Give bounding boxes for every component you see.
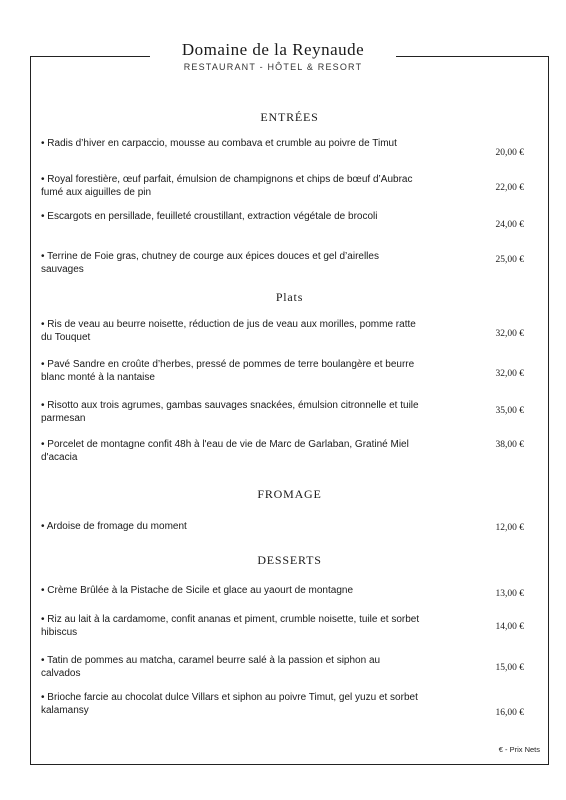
menu-item-2: • Royal forestière, œuf parfait, émulsion de champignons et chips de bœuf d’Aubrac fumé aux aiguilles de pin: [41, 174, 413, 198]
menu-item-6-price: 32,00 €: [495, 369, 524, 379]
menu-item-11: • Riz au lait à la cardamome, confit ananas et piment, crumble noisette, tuile et sorbet hibiscus: [41, 614, 420, 638]
menu-item-10-price: 13,00 €: [495, 589, 524, 599]
menu-item-3: • Escargots en persillade, feuilleté croustillant, extraction végétale de brocoli: [41, 211, 378, 222]
menu-item-1: • Radis d’hiver en carpaccio, mousse au combava et crumble au poivre de Timut: [41, 138, 397, 149]
menu-item-5: • Ris de veau au beurre noisette, réduction de jus de veau aux morilles, pomme ratte du Touquet: [41, 319, 416, 343]
menu-item-4: • Terrine de Foie gras, chutney de courge aux épices douces et gel d’airelles sauvages: [41, 251, 379, 275]
brand-title: Domaine de la Reynaude: [181, 40, 365, 59]
menu-item-4-price: 25,00 €: [495, 255, 524, 265]
menu-item-6: • Pavé Sandre en croûte d’herbes, pressé de pommes de terre boulangère et beurre blanc monté à la nantaise: [41, 359, 415, 383]
section-title-fromage: FROMAGE: [257, 487, 322, 501]
section-title-plats: Plats: [275, 290, 304, 304]
menu-item-11-price: 14,00 €: [495, 622, 524, 632]
menu-item-9-price: 12,00 €: [495, 523, 524, 533]
menu-item-12-price: 15,00 €: [495, 663, 524, 673]
menu-item-10: • Crème Brûlée à la Pistache de Sicile et glace au yaourt de montagne: [41, 585, 354, 596]
menu-item-8: • Porcelet de montagne confit 48h à l'eau de vie de Marc de Garlaban, Gratiné Miel d'acacia: [41, 439, 409, 463]
section-title-entrees: ENTRÉES: [260, 110, 319, 124]
menu-item-5-price: 32,00 €: [495, 329, 524, 339]
menu-item-1-price: 20,00 €: [495, 148, 524, 158]
price-note: € - Prix Nets: [498, 745, 540, 754]
menu-item-7: • Risotto aux trois agrumes, gambas sauvages snackées, émulsion citronnelle et tuile parmesan: [41, 400, 419, 424]
menu-item-9: • Ardoise de fromage du moment: [41, 521, 187, 532]
section-title-desserts: DESSERTS: [257, 553, 322, 567]
brand-header: [150, 40, 396, 82]
menu-item-3-price: 24,00 €: [495, 220, 524, 230]
menu-item-13-price: 16,00 €: [495, 708, 524, 718]
menu-item-2-price: 22,00 €: [495, 183, 524, 193]
brand-subtitle: RESTAURANT - HÔTEL & RESORT: [183, 62, 363, 72]
menu-item-12: • Tatin de pommes au matcha, caramel beurre salé à la passion et siphon au calvados: [41, 655, 381, 679]
menu-item-7-price: 35,00 €: [495, 406, 524, 416]
menu-item-8-price: 38,00 €: [495, 440, 524, 450]
menu-item-13: • Brioche farcie au chocolat dulce Villars et siphon au poivre Timut, gel yuzu et sorbet kalamansy: [41, 692, 418, 716]
